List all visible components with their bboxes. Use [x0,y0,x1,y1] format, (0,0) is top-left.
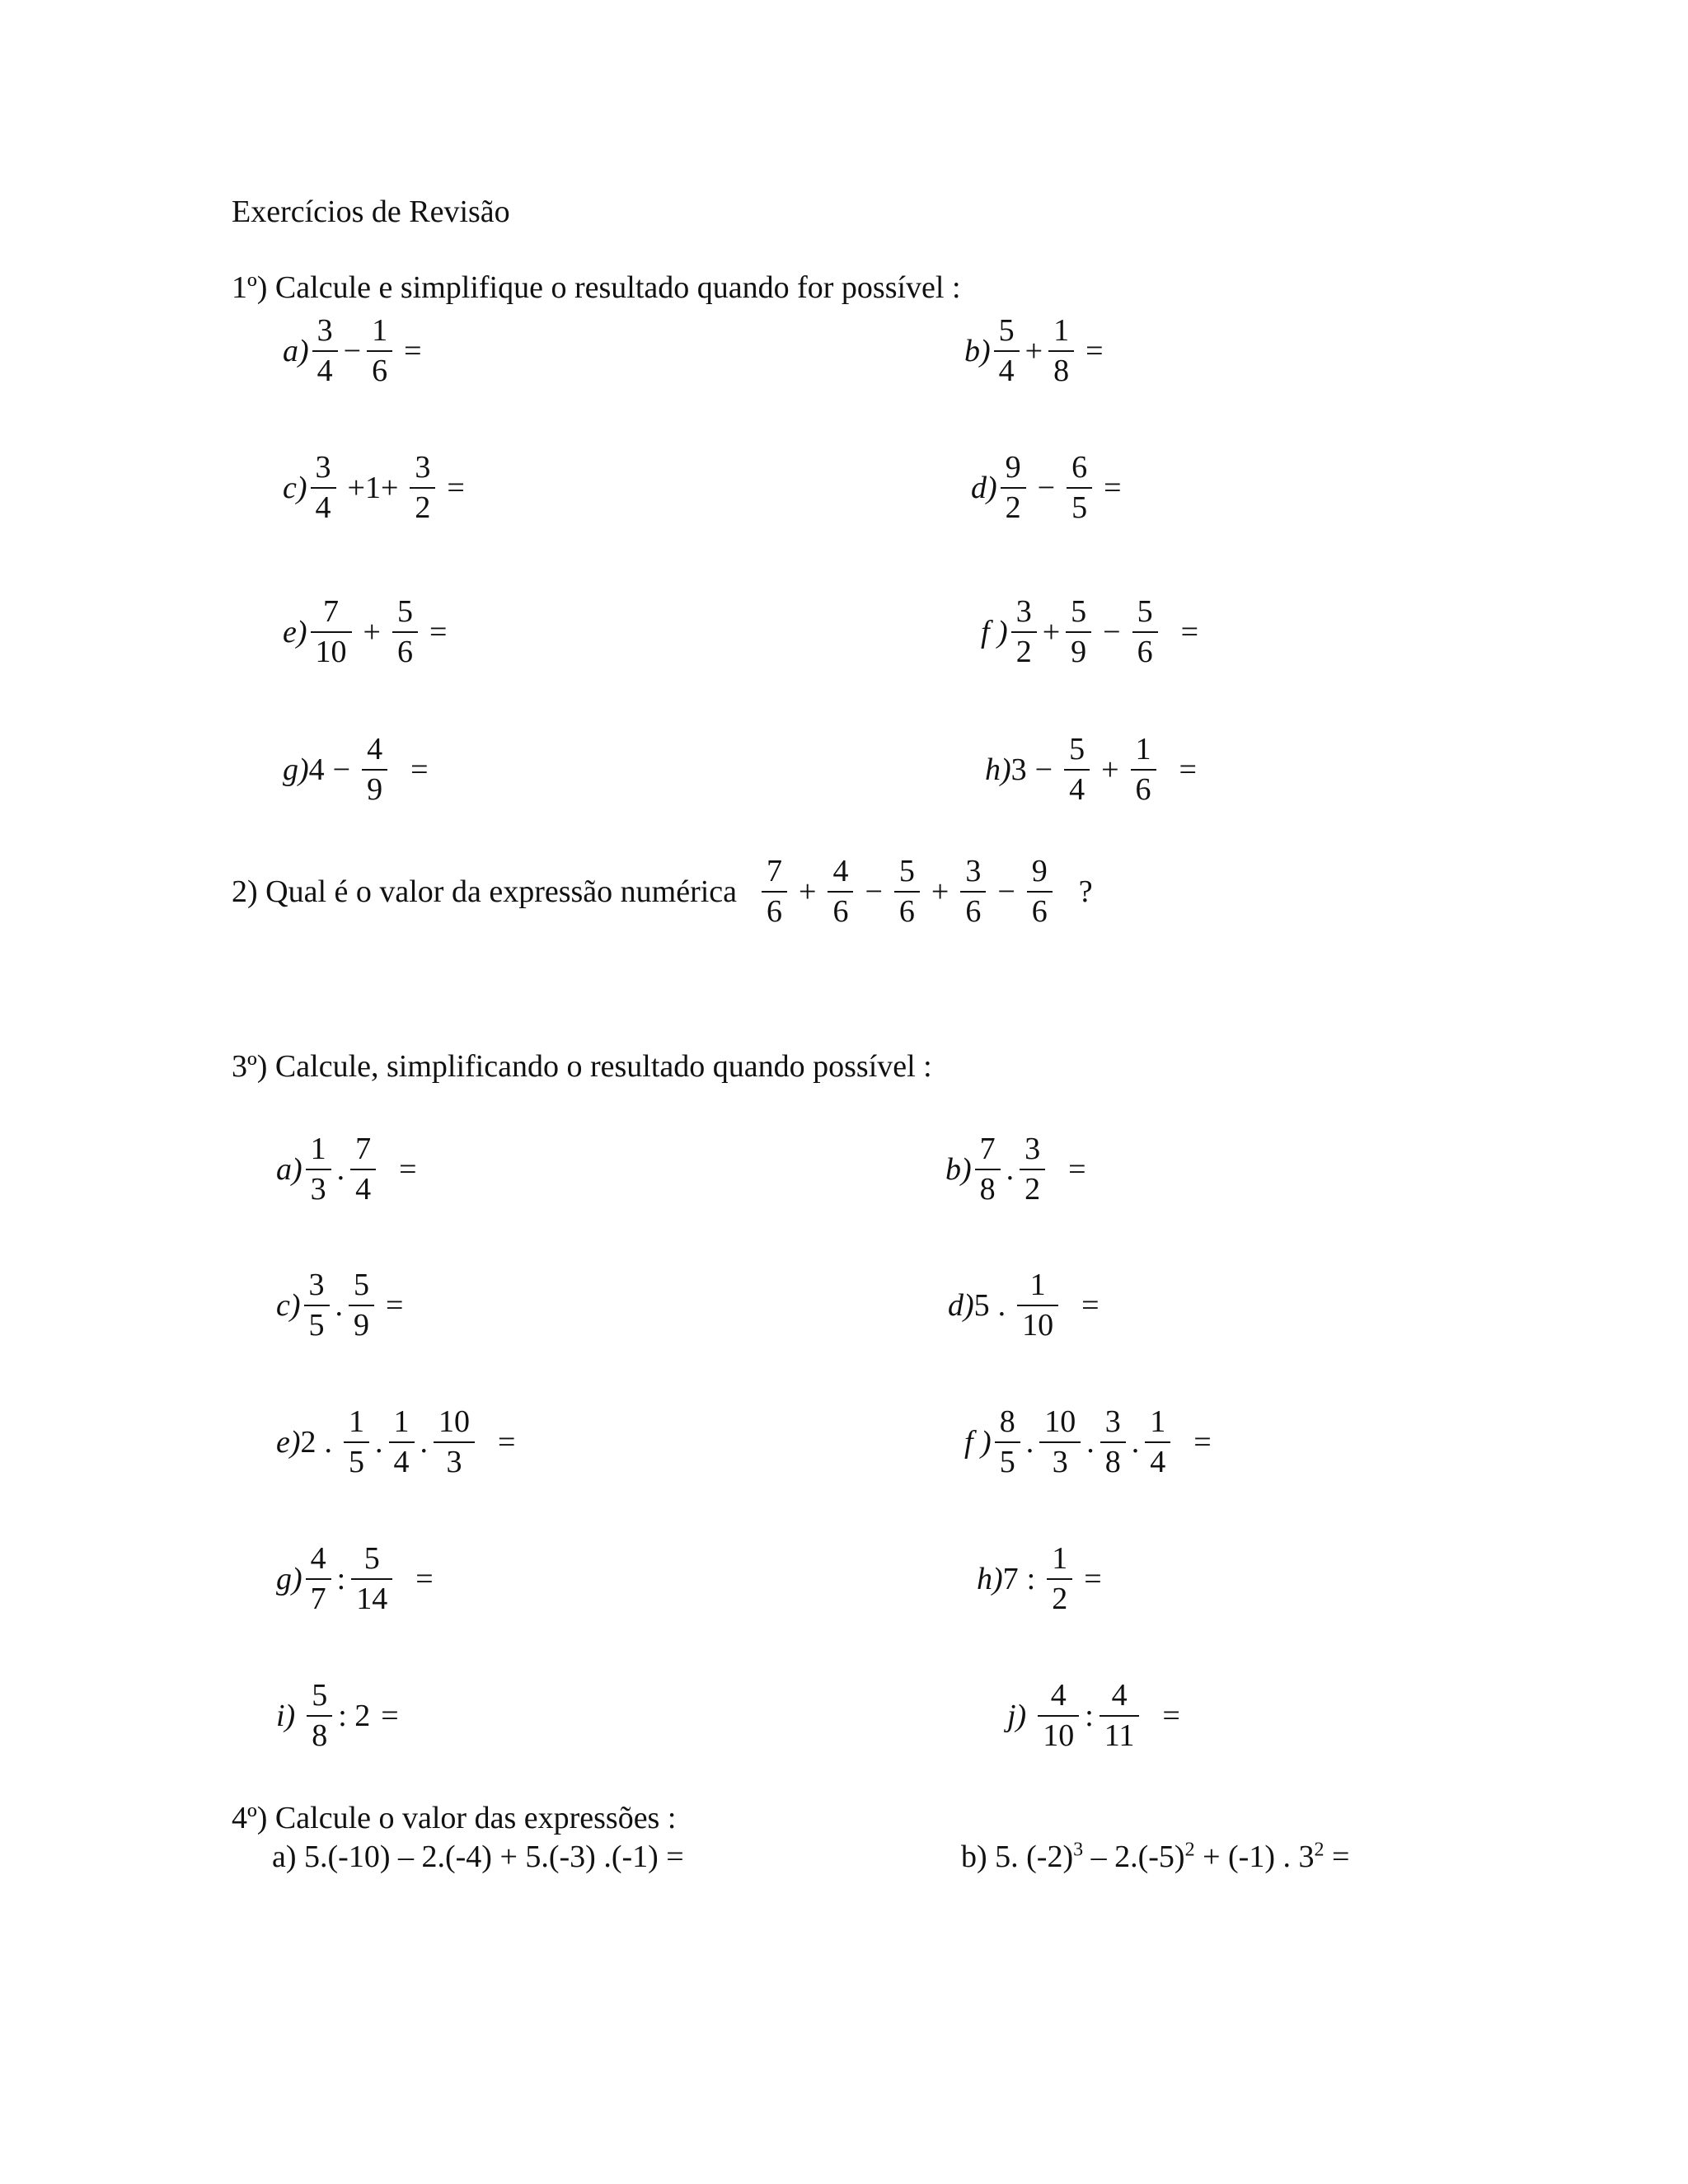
equals-sign: = [381,1699,399,1734]
operator: . [335,1288,344,1324]
whole-number: 2 [300,1425,316,1460]
operator: − [1037,471,1056,506]
operator: + [1042,615,1061,650]
operator: + [799,874,817,910]
operator: − [1034,752,1053,788]
expression-part: b) 5. (-2) [961,1840,1074,1874]
question-2-text: 2) Qual é o valor da expressão numérica [232,874,738,910]
exponent: 3 [1073,1839,1084,1861]
item-label: g) [276,1562,302,1597]
exercise-3d [948,1269,1108,1343]
item-label: c) [283,471,307,506]
fraction: $\frac{5}{6}$ [392,596,418,669]
equals-sign: = [1104,471,1122,506]
question-1-heading: 1º) Calcule e simplifique o resultado quando for possível : [232,270,961,305]
question-mark: ? [1078,874,1093,910]
equals-sign: = [1081,1288,1100,1324]
fraction: $\frac{4}{6}$ [828,855,853,929]
exercise-1d [971,452,1130,525]
question-4-heading: 4º) Calcule o valor das expressões : [232,1801,677,1835]
fraction: $\frac{1}{2}$ [1047,1543,1072,1616]
operator: + [363,615,381,650]
equals-sign: = [1085,334,1104,369]
fraction: $\frac{7}{6}$ [762,855,787,929]
operator: . [1025,1425,1034,1460]
exercise-1g [283,733,437,807]
exercise-3i [276,1680,407,1753]
fraction: $\frac{1}{10}$ [1017,1269,1058,1343]
fraction: $\frac{3}{2}$ [1020,1133,1045,1207]
operator: . [997,1288,1006,1324]
operator: : [336,1562,346,1597]
fraction: $\frac{1}{6}$ [1131,733,1156,807]
item-label: d) [948,1288,974,1324]
fraction: $\frac{5}{9}$ [349,1269,374,1343]
item-label: e) [283,615,307,650]
exercise-3j [1007,1680,1189,1753]
exponent: 2 [1314,1839,1325,1861]
fraction: $\frac{5}{6}$ [894,855,920,929]
fraction: $\frac{5}{4}$ [1064,733,1090,807]
item-label: f ) [964,1425,992,1460]
fraction: $\frac{4}{11}$ [1100,1680,1140,1753]
equals-sign: = [386,1288,404,1324]
exercise-4b [961,1841,1349,1872]
fraction: $\frac{9}{2}$ [1001,452,1026,525]
fraction: $\frac{10}{3}$ [434,1406,475,1479]
page-title: Exercícios de Revisão [232,194,510,229]
fraction: $\frac{5}{8}$ [307,1680,332,1753]
exercise-1f [981,596,1207,669]
operator: + [931,874,950,910]
operator: . [336,1152,345,1188]
equals-sign: = [1162,1699,1180,1734]
item-label: a) [283,334,309,369]
operator: . [324,1425,333,1460]
equals-sign: = [447,471,465,506]
fraction: $\frac{1}{6}$ [367,315,392,388]
exercise-1a [283,315,430,388]
fraction: $\frac{1}{4}$ [389,1406,415,1479]
fraction: $\frac{1}{8}$ [1048,315,1074,388]
exercise-1b [964,315,1112,388]
operator: + [1025,334,1043,369]
operator: : 2 [338,1699,371,1734]
whole-number: 5 [973,1288,990,1324]
expression-part: – 2.(-5) [1083,1840,1185,1874]
equals-sign: = [1068,1152,1086,1188]
operator: . [375,1425,383,1460]
fraction: $\frac{3}{2}$ [1011,596,1037,669]
fraction: $\frac{1}{5}$ [344,1406,369,1479]
fraction: $\frac{1}{3}$ [306,1133,331,1207]
equals-sign: = [1193,1425,1212,1460]
whole-number: 3 [1010,752,1027,788]
fraction: $\frac{3}{2}$ [410,452,435,525]
exercise-3b [945,1133,1095,1207]
exercise-3g [276,1543,442,1616]
item-label: b) [945,1152,972,1188]
fraction: $\frac{8}{5}$ [995,1406,1020,1479]
operator: +1+ [347,471,399,506]
fraction: $\frac{5}{14}$ [351,1543,392,1616]
exercise-1e [283,596,455,669]
exercise-1c [283,452,473,525]
fraction: $\frac{3}{5}$ [304,1269,330,1343]
fraction: $\frac{5}{4}$ [994,315,1020,388]
equals-sign: = [498,1425,516,1460]
fraction: $\frac{3}{4}$ [312,315,338,388]
operator: − [997,874,1015,910]
operator: : [1085,1699,1094,1734]
item-label: j) [1007,1699,1027,1734]
whole-number: 4 [308,752,325,788]
fraction: $\frac{7}{8}$ [975,1133,1001,1207]
fraction: $\frac{3}{6}$ [960,855,986,929]
item-label: d) [971,471,997,506]
exercise-1h [985,733,1205,807]
question-2 [232,855,1101,929]
exercise-3a [276,1133,425,1207]
item-label: h) [977,1562,1003,1597]
fraction: $\frac{4}{9}$ [362,733,387,807]
equals-sign: = [404,334,422,369]
exponent: 2 [1184,1839,1195,1861]
equals-sign: = [399,1152,417,1188]
exercise-3c [276,1269,411,1343]
fraction: $\frac{7}{4}$ [350,1133,376,1207]
item-label: e) [276,1425,301,1460]
item-label: i) [276,1699,296,1734]
expression-part: = [1324,1840,1350,1874]
fraction: $\frac{1}{4}$ [1145,1406,1170,1479]
fraction: $\frac{9}{6}$ [1027,855,1053,929]
equals-sign: = [1179,752,1197,788]
whole-number: 7 [1002,1562,1019,1597]
equals-sign: = [429,615,448,650]
item-label: f ) [981,615,1008,650]
fraction: $\frac{3}{8}$ [1100,1406,1126,1479]
item-label: b) [964,334,991,369]
operator: − [332,752,351,788]
fraction: $\frac{6}{5}$ [1067,452,1092,525]
fraction: $\frac{5}{6}$ [1132,596,1158,669]
fraction: $\frac{10}{3}$ [1039,1406,1081,1479]
operator: − [1103,615,1121,650]
equals-sign: = [1084,1562,1102,1597]
equals-sign: = [1180,615,1199,650]
exercise-3f [964,1406,1220,1479]
operator: . [1006,1152,1015,1188]
equals-sign: = [410,752,429,788]
fraction: $\frac{3}{4}$ [311,452,336,525]
operator: . [420,1425,429,1460]
item-label: a) [276,1152,302,1188]
equals-sign: = [415,1562,434,1597]
operator: + [1101,752,1119,788]
operator: : [1026,1562,1036,1597]
operator: . [1086,1425,1095,1460]
exercise-3h [977,1543,1110,1616]
operator: − [865,874,883,910]
operator: − [343,334,362,369]
item-label: c) [276,1288,301,1324]
item-label: g) [283,752,309,788]
fraction: $\frac{4}{10}$ [1038,1680,1079,1753]
question-3-heading: 3º) Calcule, simplificando o resultado quando possível : [232,1049,932,1084]
fraction: $\frac{7}{10}$ [311,596,352,669]
fraction: $\frac{5}{9}$ [1066,596,1091,669]
exercise-3e [276,1406,523,1479]
exercise-4a: a) 5.(-10) – 2.(-4) + 5.(-3) .(-1) = [272,1840,684,1874]
item-label: h) [985,752,1011,788]
operator: . [1131,1425,1140,1460]
expression-part: + (-1) . 3 [1194,1840,1315,1874]
fraction: $\frac{4}{7}$ [306,1543,331,1616]
